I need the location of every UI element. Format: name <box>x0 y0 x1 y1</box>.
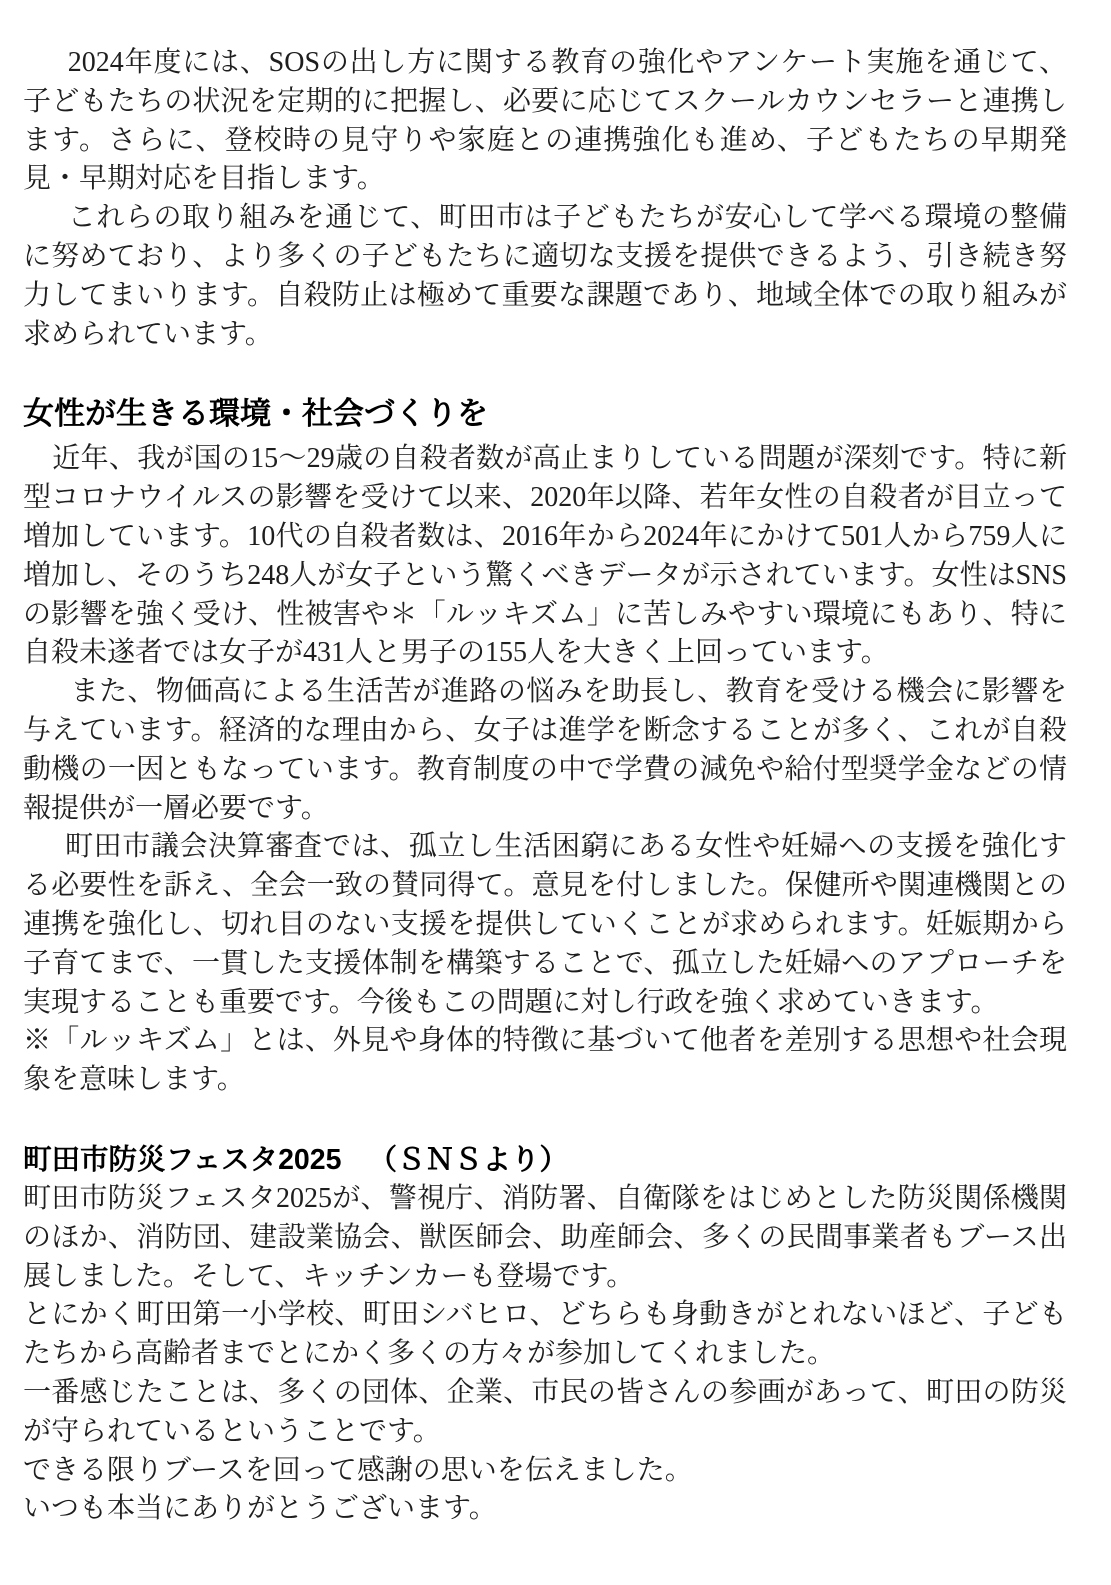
section-heading-women-environment: 女性が生きる環境・社会づくりを <box>23 396 488 432</box>
section-suicide-prevention <box>23 44 1067 354</box>
paragraph-lookism-note: ※「ルッキズム」とは、外見や身体的特徴に基づいて他者を差別する思想や社会現象を意味します。 <box>23 1025 1067 1096</box>
paragraph-festa-exhibitors: 町田市防災フェスタ2025が、警視庁、消防署、自衛隊をはじめとした防災関係機関のほか、消防団、建設業協会、獣医師会、助産師会、多くの民間事業者もブース出展しました。そして、キッチンカーも登場です。 <box>23 1182 1067 1292</box>
paragraph-festa-impression: 一番感じたことは、多くの団体、企業、市民の皆さんの参画があって、町田の防災が守られているということです。 <box>23 1376 1067 1447</box>
paragraph-sos-education: 2024年度には、SOSの出し方に関する教育の強化やアンケート実施を通じて、子どもたちの状況を定期的に把握し、必要に応じてスクールカウンセラーと連携します。さらに、登校時の見守りや家庭との連携強化も進め、子どもたちの早期発見・早期対応を目指します。 <box>23 47 1067 195</box>
paragraph-festa-gratitude-booths: できる限りブースを回って感謝の思いを伝えました。 <box>23 1454 693 1486</box>
paragraph-festa-thanks: いつも本当にありがとうございます。 <box>23 1493 497 1525</box>
paragraph-cost-of-living-education: また、物価高による生活苦が進路の悩みを助長し、教育を受ける機会に影響を与えています。経済的な理由から、女子は進学を断念することが多く、これが自殺動機の一因ともなっています。教育制度の中で学費の減免や給付型奨学金などの情報提供が一層必要です。 <box>23 676 1067 824</box>
bousai-festa-source-label: （ＳＮＳより） <box>368 1143 569 1176</box>
section-women-environment <box>23 394 1067 1100</box>
paragraph-young-women-suicide-stats: 近年、我が国の15〜29歳の自殺者数が高止まりしている問題が深刻です。特に新型コロナウイルスの影響を受けて以来、2020年以降、若年女性の自殺者が目立って増加しています。10代の自殺者数は、2016年から2024年にかけて501人から759人に増加し、そのうち248人が女子という驚くべきデータが示されています。女性はSNSの影響を強く受け、性被害や＊「ルッキズム」に苦しみやすい環境にもあり、特に自殺未遂者では女子が431人と男子の155人を大きく上回っています。 <box>23 443 1067 669</box>
section-bousai-festa <box>23 1141 1067 1529</box>
paragraph-machida-efforts: これらの取り組みを通じて、町田市は子どもたちが安心して学べる環境の整備に努めており、より多くの子どもたちに適切な支援を提供できるよう、引き続き努力してまいります。自殺防止は極めて重要な課題であり、地域全体での取り組みが求められています。 <box>23 202 1067 350</box>
paragraph-city-council-support: 町田市議会決算審査では、孤立し生活困窮にある女性や妊婦への支援を強化する必要性を訴え、全会一致の賛同得て。意見を付しました。保健所や関連機関との連携を強化し、切れ目のない支援を提供していくことが求められます。妊娠期から子育てまで、一貫した支援体制を構築することで、孤立した妊婦へのアプローチを実現することも重要です。今後もこの問題に対し行政を強く求めていきます。 <box>23 831 1067 1018</box>
bousai-festa-title: 町田市防災フェスタ2025 <box>23 1143 342 1176</box>
section-heading-bousai-festa <box>23 1141 1067 1180</box>
paragraph-festa-attendance: とにかく町田第一小学校、町田シバヒロ、どちらも身動きがとれないほど、子どもたちから高齢者までとにかく多くの方々が参加してくれました。 <box>23 1299 1067 1370</box>
